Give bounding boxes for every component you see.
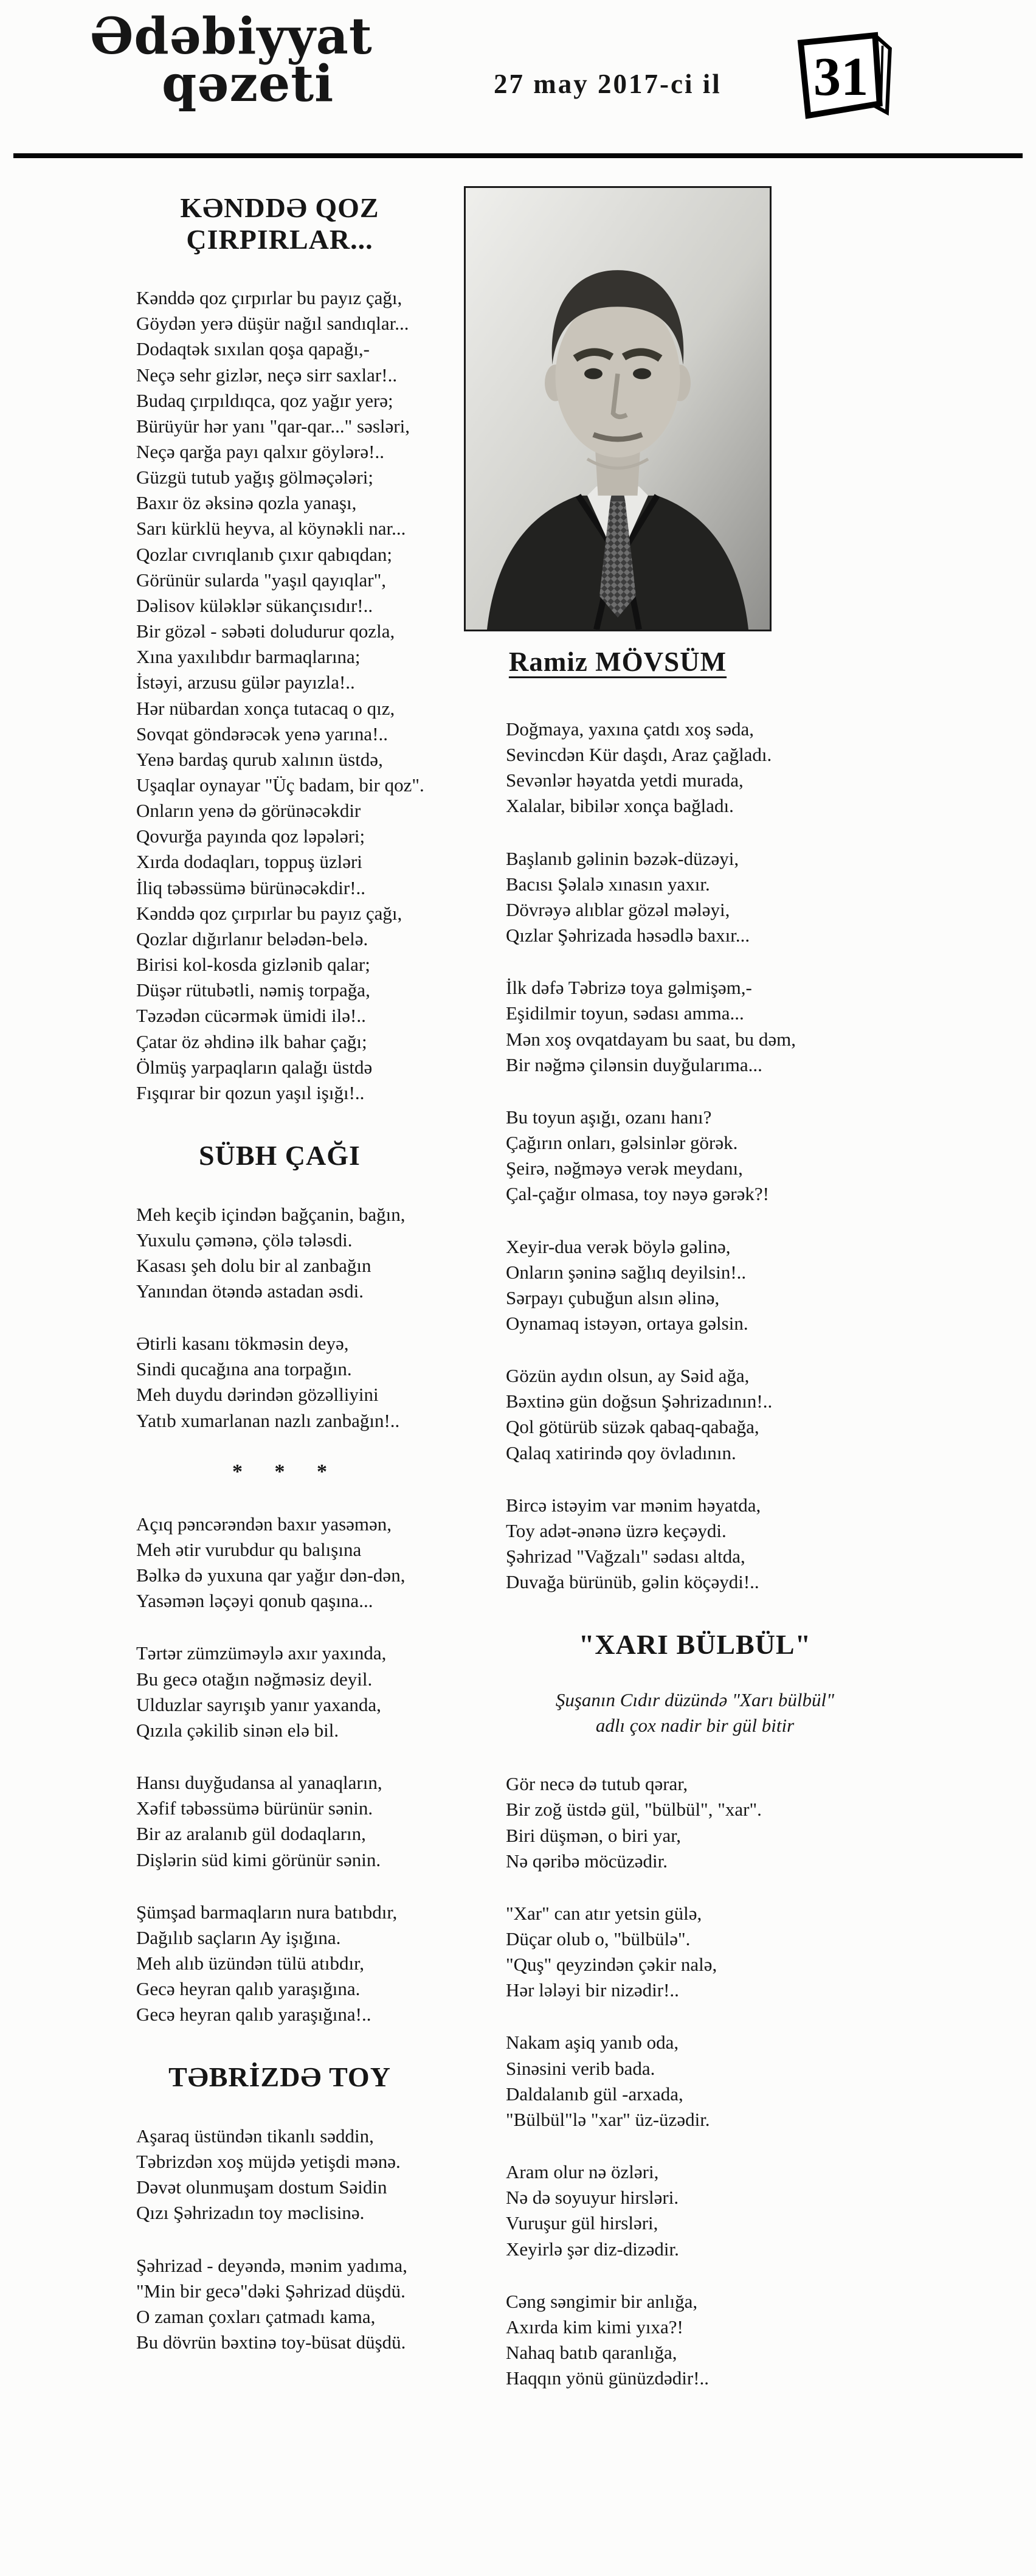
poem-title-line: ÇIRPIRLAR... (186, 223, 373, 255)
header-divider (13, 153, 1023, 158)
poem-line: Sinəsini verib bada. (506, 2057, 655, 2079)
poem-stanza (491, 1493, 972, 1595)
poem-line: Neçə qarğa payı qalxır göylərə!.. (136, 440, 384, 462)
poem-stanza (89, 1331, 471, 1434)
poem-line: Oynamaq istəyən, ortaya gəlsin. (506, 1312, 748, 1334)
portrait-figure (462, 186, 773, 678)
poem-line: Biri düşmən, o biri yar, (506, 1824, 682, 1846)
poem-title-line: "XARI BÜLBÜL" (578, 1629, 812, 1661)
masthead (0, 0, 1036, 153)
poem-stanza (89, 2253, 471, 2356)
poem-line: İlk dəfə Təbrizə toya gəlmişəm,- (506, 977, 752, 999)
poem-line: Dodaqtək sıxılan qoşa qapağı,- (136, 338, 370, 360)
poem-stanza (491, 2159, 972, 2262)
poem-stanza (491, 717, 972, 819)
poem-line: Fışqırar bir qozun yaşıl işığı!.. (136, 1081, 365, 1103)
poem-epigraph (491, 1687, 972, 1738)
right-column (491, 186, 972, 2418)
poem-line: Dağılıb saçların Ay işığına. (136, 1926, 341, 1948)
poem-line: Yanından ötəndə astadan əsdi. (136, 1280, 364, 1302)
poem-line: Qozlar cıvrıqlanıb çıxır qabıqdan; (136, 543, 392, 565)
poem-line: Bircə istəyim var mənim həyatda, (506, 1494, 761, 1516)
content-columns (0, 158, 1036, 2467)
poem-line: adlı çox nadir bir gül bitir (595, 1715, 795, 1737)
poem-line: Qızlar Şəhrizada həsədlə baxır... (506, 925, 750, 946)
poem-line: Mən xoş ovqatdayam bu saat, bu dəm, (506, 1028, 796, 1050)
poem-stanza (89, 2123, 471, 2226)
poem-line: Sevənlər həyatda yetdi murada, (506, 769, 744, 791)
poem-line: Onların yenə də görünəcəkdir (136, 800, 361, 822)
poem-title (89, 2061, 471, 2093)
poem-line: Ölmüş yarpaqların qalağı üstdə (136, 1056, 373, 1078)
poem-line: Dövrəyə alıblar gözəl mələyi, (506, 898, 730, 920)
poem-line: Xeyirlə şər diz-dizədir. (506, 2238, 679, 2260)
open-book-icon (790, 26, 897, 125)
poem-stanza (491, 1771, 972, 1874)
poem-title-line: TƏBRİZDƏ TOY (168, 2061, 391, 2093)
poem-line: Nə də soyuyur hirsləri. (506, 2187, 679, 2209)
poem-line: Təbrizdən xoş müjdə yetişdi mənə. (136, 2151, 401, 2173)
poem-line: Şümşad barmaqların nura batıbdır, (136, 1901, 398, 1923)
poem-line: Qızı Şəhrizadın toy məclisinə. (136, 2202, 365, 2224)
poem-stanza (491, 975, 972, 1078)
poem-line: Yenə bardaş qurub xalının üstdə, (136, 748, 383, 770)
poem-line: Aşaraq üstündən tikanlı səddin, (136, 2125, 374, 2147)
poem-line: Ulduzlar sayrışıb yanır yaxanda, (136, 1693, 381, 1715)
poem-line: Dəlisov küləklər sükançısıdır!.. (136, 594, 373, 616)
poem-line: Qol götürüb süzək qabaq-qabağa, (506, 1416, 759, 1438)
poem-line: Təzədən cücərmək ümidi ilə!.. (136, 1005, 366, 1027)
poem-line: Yatıb xumarlanan nazlı zanbağın!.. (136, 1409, 400, 1431)
poem-line: Kənddə qoz çırpırlar bu payız çağı, (136, 287, 402, 309)
poem-line: Qovurğa payında qoz ləpələri; (136, 825, 365, 847)
poem-line: Bu dövrün bəxtinə toy-büsat düşdü. (136, 2331, 406, 2353)
poem-line: Güzgü tutub yağış gölməçələri; (136, 467, 373, 488)
poem-line: Nakam aşiq yanıb oda, (506, 2032, 679, 2054)
poem-line: Bu gecə otağın nəğməsiz deyil. (136, 1668, 373, 1690)
poem-line: Gözün aydın olsun, ay Səid ağa, (506, 1365, 750, 1387)
poem-line: Xəfif təbəssümə bürünür sənin. (136, 1797, 373, 1819)
poem-line: Sərpayı çubuğun alsın əlinə, (506, 1286, 720, 1308)
poem-line: Görünür sularda "yaşıl qayıqlar", (136, 569, 386, 591)
poem-line: Şuşanın Cıdır düzündə "Xarı bülbül" (555, 1689, 835, 1710)
poem-title (491, 1629, 972, 1661)
poem-line: Hər lələyi bir nizədir!.. (506, 1979, 679, 2001)
poem-line: Bəxtinə gün doğsun Şəhrizadının!.. (506, 1390, 773, 1412)
poem-stanza (491, 2289, 972, 2392)
poem-stanza (89, 1640, 471, 1743)
poem-line: Gör necə də tutub qərar, (506, 1773, 688, 1795)
poem-line: Sevincdən Kür daşdı, Araz çağladı. (506, 744, 772, 766)
poem-line: Doğmaya, yaxına çatdı xoş səda, (506, 718, 755, 740)
poem-stanza (491, 1234, 972, 1337)
poem-line: Gecə heyran qalıb yaraşığına!.. (136, 2004, 371, 2026)
poem-line: Xırda dodaqları, toppuş üzləri (136, 851, 362, 873)
poem-line: Şəhrizad - deyəndə, mənim yadıma, (136, 2254, 407, 2276)
poem-line: İliq təbəssümə bürünəcəkdir!.. (136, 877, 366, 898)
poem-line: Bir nəğmə çilənsin duyğularıma... (506, 1054, 762, 1075)
poem-line: Xalalar, bibilər xonça bağladı. (506, 795, 734, 817)
poem-line: Gecə heyran qalıb yaraşığına. (136, 1978, 361, 2000)
poem-line: Bu toyun aşığı, ozanı hanı? (506, 1106, 712, 1128)
poem-line: Çatar öz əhdinə ilk bahar çağı; (136, 1030, 367, 1052)
poem-stanza (89, 1512, 471, 1614)
poem-line: Şeirə, nəğməyə verək meydanı, (506, 1158, 743, 1179)
poem-line: Çal-çağır olmasa, toy nəyə gərək?! (506, 1183, 769, 1205)
poem-line: Bir az aralanıb gül dodaqların, (136, 1823, 366, 1845)
poem-line: Daldalanıb gül -arxada, (506, 2083, 683, 2105)
poem-title (89, 1140, 471, 1172)
poem-line: Eşidilmir toyun, sədası amma... (506, 1002, 744, 1024)
issue-date: 27 may 2017-ci il (494, 69, 722, 99)
newspaper-title (90, 7, 373, 113)
poem-line: Axırda kim kimi yıxa?! (506, 2316, 683, 2338)
poem-stanza (491, 1105, 972, 1207)
poem-line: Sindi qucağına ana torpağın. (136, 1358, 352, 1380)
poem-line: Baxır öz əksinə qozla yanaşı, (136, 492, 357, 514)
poem-line: Haqqın yönü günüzdədir!.. (506, 2367, 710, 2389)
poem-stanza (491, 1901, 972, 2004)
poem-line: Şəhrizad "Vağzalı" sədası altda, (506, 1546, 745, 1567)
poem-line: Göydən yerə düşür nağıl sandıqlar... (136, 313, 409, 335)
poem-line: Neçə sehr gizlər, neçə sirr saxlar!.. (136, 364, 398, 386)
poem-line: Yuxulu çəmənə, çölə tələsdi. (136, 1229, 353, 1251)
poem-line: Qozlar dığırlanır belədən-belə. (136, 928, 368, 950)
poem-line: Yasəmən ləçəyi qonub qaşına... (136, 1590, 373, 1612)
poem-line: Toy adət-ənənə üzrə keçəydi. (506, 1519, 727, 1541)
poem-stanza (89, 1900, 471, 2028)
poem-line: Uşaqlar oynayar "Üç badam, bir qoz". (136, 774, 424, 796)
poem-line: "Min bir gecə"dəki Şəhrizad düşdü. (136, 2280, 406, 2302)
poem-line: Ətirli kasanı tökməsin deyə, (136, 1333, 349, 1355)
poem-line: Budaq çırpıldıqca, qoz yağır yerə; (136, 389, 393, 411)
poem-line: Cəng səngimir bir anlığa, (506, 2290, 698, 2312)
poem-line: Xeyir-dua verək böylə gəlinə, (506, 1235, 731, 1257)
poem-line: Meh ətir vurubdur qu balışına (136, 1538, 362, 1560)
issue-number: 31 (813, 45, 869, 107)
poem-line: Aram olur nə özləri, (506, 2161, 659, 2183)
poem-line: Onların şəninə sağlıq deyilsin!.. (506, 1261, 747, 1283)
poem-line: "Bülbül"lə "xar" üz-üzədir. (506, 2108, 710, 2130)
poem-line: Bacısı Şəlalə xınasın yaxır. (506, 873, 710, 895)
poem-line: Dəvət olunmuşam dostum Səidin (136, 2176, 387, 2198)
poem-title (89, 192, 471, 255)
poem-title-line: SÜBH ÇAĞI (199, 1140, 361, 1172)
right-column-blocks (491, 717, 972, 2391)
poem-line: Bürüyür hər yanı "qar-qar..." səsləri, (136, 415, 410, 437)
poem-line: Xına yaxılıbdır barmaqlarına; (136, 646, 361, 668)
poem-line: Hansı duyğudansa al yanaqların, (136, 1772, 382, 1794)
poem-line: Başlanıb gəlinin bəzək-düzəyi, (506, 847, 739, 869)
poem-line: Dişlərin süd kimi görünür sənin. (136, 1849, 381, 1870)
poem-line: Duvağa bürünüb, gəlin köçəydi!.. (506, 1571, 759, 1593)
poem-line: Qızıla çəkilib sinən elə bil. (136, 1719, 339, 1741)
poem-line: Nə qəribə möcüzədir. (506, 1850, 668, 1872)
poem-line: Kasası şeh dolu bir al zanbağın (136, 1254, 371, 1276)
newspaper-title-line2: qəzeti (162, 54, 334, 113)
poem-stanza (89, 1202, 471, 1305)
portrait-photo-illustration (466, 188, 770, 630)
poem-line: Kənddə qoz çırpırlar bu payız çağı, (136, 902, 402, 924)
poem-line: O zaman çoxları çatmadı kama, (136, 2305, 376, 2327)
stanza-separator: * * * (232, 1460, 340, 1483)
newspaper-title-line1: Ədəbiyyat (90, 7, 373, 66)
poem-line: Tərtər zümzüməylə axır yaxında, (136, 1642, 387, 1664)
poem-stanza (89, 285, 471, 1106)
poem-line: Çağırın onları, gəlsinlər görək. (506, 1132, 738, 1154)
poem-stanza (89, 1770, 471, 1873)
poem-stanza (491, 2030, 972, 2133)
poem-line: Sovqat göndərəcək yenə yarına!.. (136, 723, 388, 745)
poem-line: İstəyi, arzusu gülər payızla!.. (136, 672, 355, 693)
poem-line: Bir gözəl - səbəti doludurur qozla, (136, 620, 395, 642)
poem-stanza (491, 1363, 972, 1466)
poem-line: Bəlkə də yuxuna qar yağır dən-dən, (136, 1564, 406, 1586)
poem-line: Düçar olub o, "bülbülə". (506, 1928, 691, 1949)
poem-line: "Quş" qeyzindən çəkir nalə, (506, 1954, 717, 1976)
poem-line: Bir zoğ üstdə gül, "bülbül", "xar". (506, 1799, 762, 1821)
poem-line: Qalaq xatirində qoy övladının. (506, 1442, 736, 1463)
poem-line: Vuruşur gül hirsləri, (506, 2212, 658, 2234)
poem-line: Nahaq batıb qaranlığa, (506, 2342, 677, 2364)
portrait-photo (464, 186, 772, 631)
poem-line: Meh alıb üzündən tülü atıbdır, (136, 1952, 364, 1974)
poem-line: "Xar" can atır yetsin gülə, (506, 1902, 702, 1924)
poem-line: Birisi kol-kosda gizlənib qalar; (136, 954, 370, 976)
poem-line: Meh keçib içindən bağçanin, bağın, (136, 1203, 406, 1225)
issue-number-badge (790, 26, 897, 125)
poem-line: Sarı kürklü heyva, al köynəkli nar... (136, 518, 406, 540)
poem-line: Hər nübardan xonça tutacaq o qız, (136, 697, 395, 719)
poem-line: Meh duydu dərindən gözəlliyini (136, 1384, 379, 1406)
poem-stanza (491, 846, 972, 949)
poem-line: Düşər rütubətli, nəmiş torpağa, (136, 979, 370, 1001)
poem-title-line: KƏNDDƏ QOZ (180, 192, 379, 223)
poem-line: Açıq pəncərəndən baxır yasəmən, (136, 1513, 392, 1535)
left-column (89, 186, 471, 2382)
portrait-caption: Ramiz MÖVSÜM (508, 647, 727, 677)
